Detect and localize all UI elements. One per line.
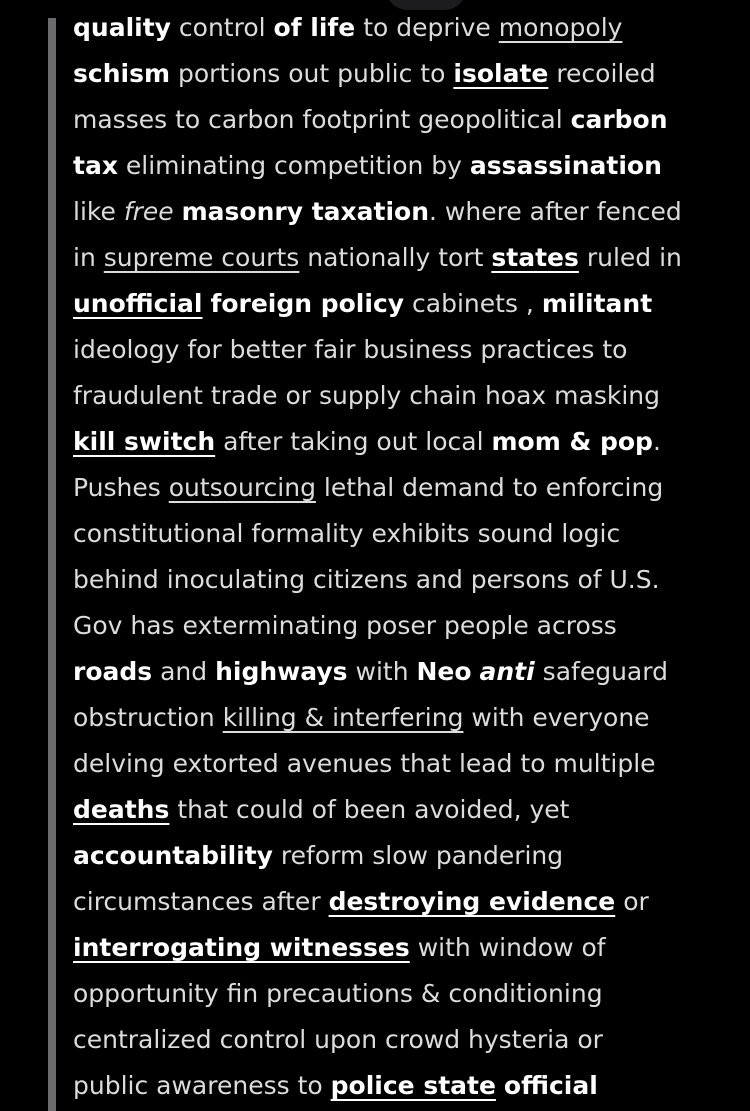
text-line (73, 1063, 713, 1109)
bold-phrase: schism (73, 59, 170, 88)
text-segment: lethal demand to enforcing (323, 473, 664, 502)
text-segment: after taking out local (223, 427, 484, 456)
underlined-phrase: states (491, 243, 579, 272)
text-segment: recoiled (556, 59, 656, 88)
text-segment: or (623, 887, 649, 916)
underlined-phrase: isolate (453, 59, 549, 88)
text-segment: public awareness to (73, 1071, 323, 1100)
underlined-phrase: interrogating witnesses (73, 933, 410, 962)
text-line (73, 649, 713, 695)
text-line (73, 925, 713, 971)
text-segment: . where after fenced (429, 197, 682, 226)
text-line (73, 51, 713, 97)
underlined-phrase: deaths (73, 795, 170, 824)
underlined-phrase: killing & interfering (222, 703, 464, 732)
text-line (73, 511, 713, 557)
quote-bar (48, 18, 56, 1111)
bold-phrase: assassination (469, 151, 662, 180)
text-line (73, 327, 713, 373)
text-line (73, 741, 713, 787)
bold-phrase: militant (541, 289, 653, 318)
text-line (73, 419, 713, 465)
text-segment: Pushes (73, 473, 161, 502)
bold-phrase: highways (215, 657, 348, 686)
bold-phrase: of life (273, 13, 356, 42)
text-segment: behind inoculating citizens and persons of U.S. (73, 565, 660, 594)
underlined-phrase: monopoly (498, 13, 623, 42)
bold-phrase: mom & pop (491, 427, 653, 456)
text-segment: in (73, 243, 96, 272)
text-segment: circumstances after (73, 887, 321, 916)
text-segment: delving extorted avenues that lead to multiple (73, 749, 656, 778)
text-segment: with everyone (471, 703, 650, 732)
text-line (73, 5, 713, 51)
text-segment: masses to carbon footprint geopolitical (73, 105, 563, 134)
quoted-text-block (73, 5, 713, 1109)
underlined-phrase: unofficial (73, 289, 203, 318)
text-segment: . (652, 427, 661, 456)
bold-phrase: tax (73, 151, 118, 180)
text-segment: ruled in (586, 243, 682, 272)
text-segment: like (73, 197, 116, 226)
text-line (73, 1017, 713, 1063)
text-line (73, 235, 713, 281)
text-line (73, 281, 713, 327)
bold-phrase: roads (73, 657, 153, 686)
text-line (73, 879, 713, 925)
text-segment: with window of (417, 933, 606, 962)
text-segment: to deprive (363, 13, 491, 42)
text-line (73, 833, 713, 879)
text-segment: cabinets , (412, 289, 534, 318)
text-segment: that could of been avoided, yet (177, 795, 570, 824)
text-segment: obstruction (73, 703, 215, 732)
text-line (73, 787, 713, 833)
underlined-phrase: kill switch (73, 427, 216, 456)
text-segment: and (160, 657, 208, 686)
text-segment: with (355, 657, 409, 686)
bold-phrase: official (503, 1071, 598, 1100)
text-segment: control (178, 13, 266, 42)
text-segment: constitutional formality exhibits sound logic (73, 519, 621, 548)
underlined-phrase: supreme courts (103, 243, 300, 272)
text-segment: free (123, 197, 174, 226)
text-segment: safeguard (542, 657, 668, 686)
text-segment: eliminating competition by (125, 151, 462, 180)
text-line (73, 603, 713, 649)
text-line (73, 97, 713, 143)
text-line (73, 557, 713, 603)
text-line (73, 189, 713, 235)
underlined-phrase: outsourcing (168, 473, 316, 502)
bold-phrase: foreign policy (210, 289, 405, 318)
bold-phrase: carbon (570, 105, 668, 134)
text-segment: portions out public to (177, 59, 446, 88)
text-line (73, 465, 713, 511)
text-line (73, 143, 713, 189)
text-line (73, 971, 713, 1017)
underlined-phrase: police state (330, 1071, 496, 1100)
bold-phrase: anti (479, 657, 535, 686)
text-segment: ideology for better fair business practices to (73, 335, 628, 364)
text-segment: Gov has exterminating poser people across (73, 611, 617, 640)
bold-phrase: accountability (73, 841, 273, 870)
text-segment: centralized control upon crowd hysteria or (73, 1025, 603, 1054)
text-line (73, 373, 713, 419)
bold-phrase: masonry taxation (181, 197, 430, 226)
bold-phrase: Neo (416, 657, 472, 686)
text-line (73, 695, 713, 741)
text-segment: nationally tort (307, 243, 484, 272)
text-segment: fraudulent trade or supply chain hoax masking (73, 381, 660, 410)
text-segment: reform slow pandering (280, 841, 564, 870)
bold-phrase: quality (73, 13, 171, 42)
underlined-phrase: destroying evidence (328, 887, 616, 916)
text-segment: opportunity fin precautions & conditioning (73, 979, 603, 1008)
